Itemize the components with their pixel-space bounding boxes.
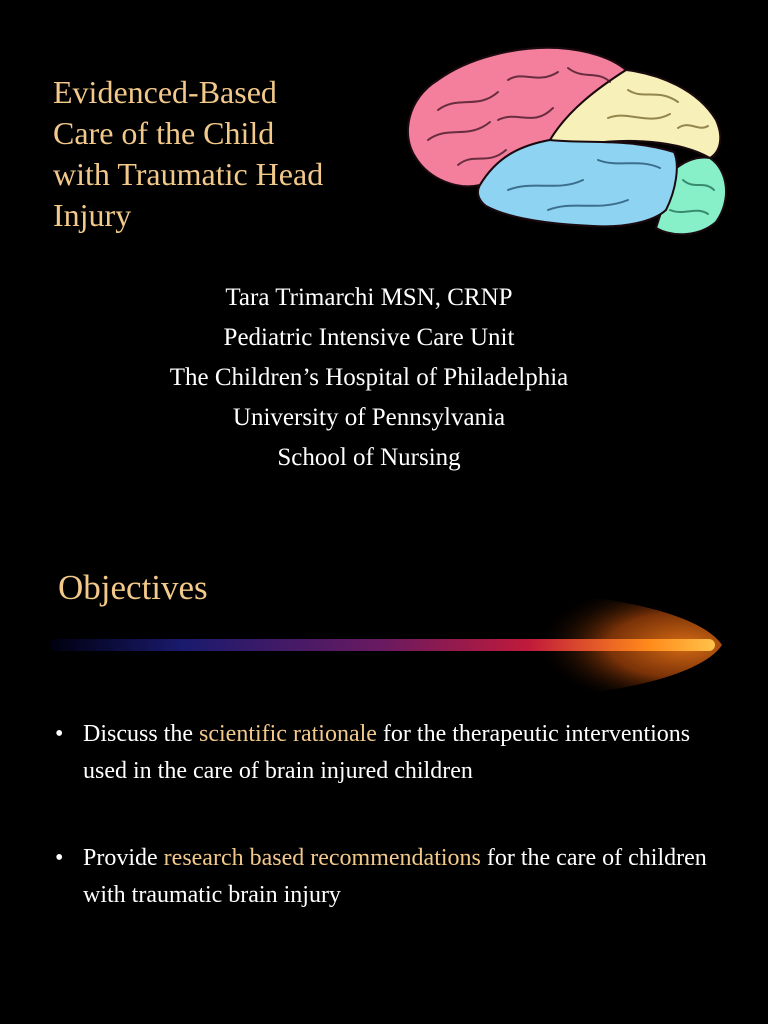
author-affiliation — [0, 278, 738, 478]
affiliation-university: University of Pennsylvania — [232, 404, 506, 431]
affiliation-school: School of Nursing — [277, 444, 461, 471]
list-item — [55, 840, 715, 914]
bullet-highlight: scientific rationale — [199, 721, 377, 747]
author-name: Tara Trimarchi MSN, CRNP — [225, 284, 513, 311]
affiliation-hospital: The Children’s Hospital of Philadelphia — [169, 364, 569, 391]
title-line: with Traumatic Head — [53, 156, 324, 192]
swoosh-line — [50, 639, 715, 651]
bullet-text-post: for the care of children with traumatic brain injury — [83, 845, 707, 908]
affiliation-unit: Pediatric Intensive Care Unit — [223, 324, 515, 351]
title-line: Injury — [53, 197, 132, 233]
bullet-text-pre: Provide — [83, 845, 164, 871]
bullet-marker: • — [55, 845, 64, 871]
bullet-text — [83, 840, 715, 914]
objectives-title: Objectives — [58, 568, 208, 607]
bullet-text — [83, 716, 715, 790]
comet-swoosh-decoration — [40, 582, 730, 712]
bullet-marker: • — [55, 721, 64, 747]
objectives-slide — [0, 512, 768, 1024]
bullet-text-pre: Discuss the — [83, 721, 199, 747]
brain-illustration — [398, 40, 738, 240]
title-line: Evidenced-Based — [53, 74, 277, 110]
bullet-highlight: research based recommendations — [163, 845, 481, 871]
slide-title — [53, 72, 393, 236]
objectives-list — [55, 716, 715, 964]
list-item — [55, 716, 715, 790]
bullet-text-post: for the therapeutic interventions used in the care of brain injured children — [83, 721, 691, 784]
title-line: Care of the Child — [53, 115, 275, 151]
